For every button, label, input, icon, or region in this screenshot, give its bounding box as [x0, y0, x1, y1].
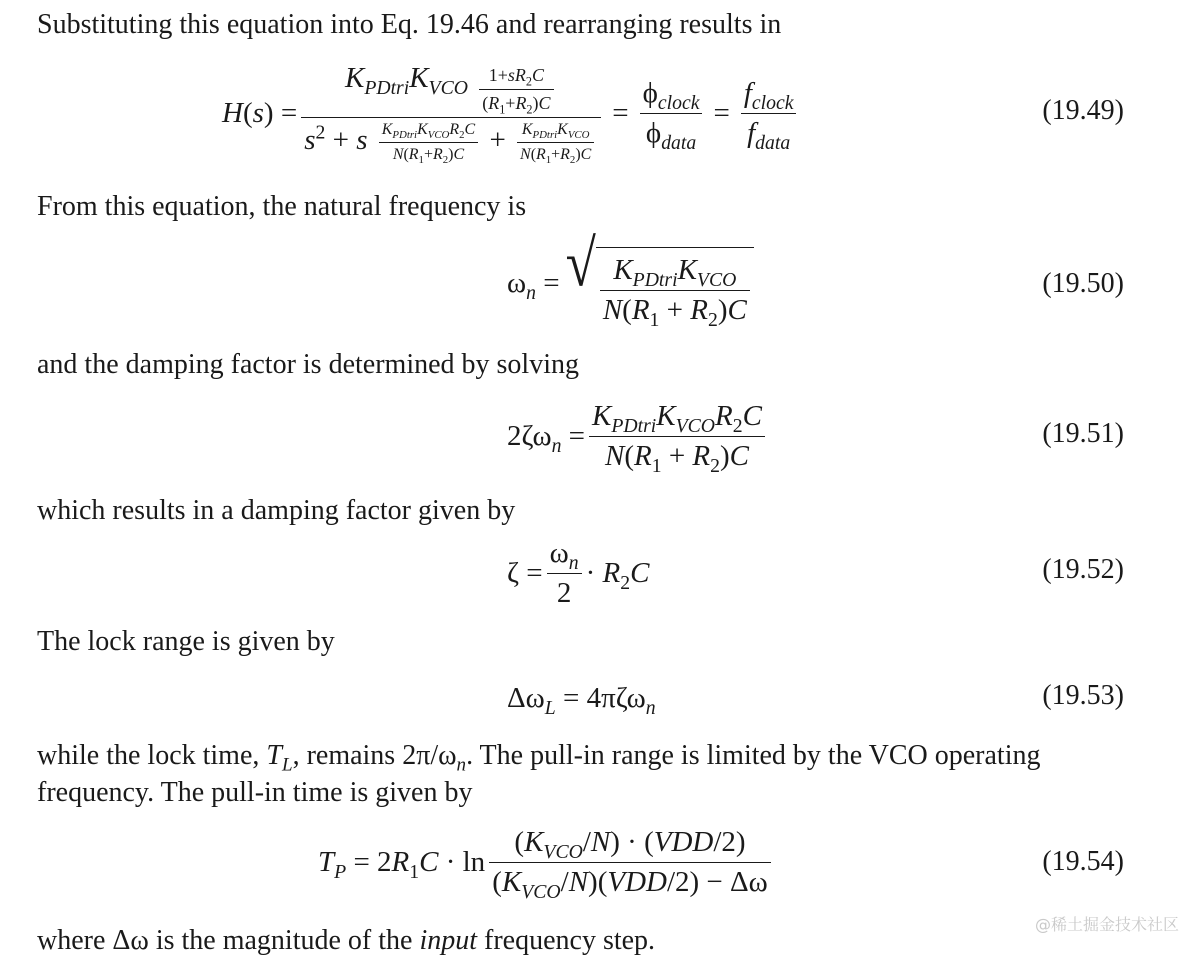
equation-number-19-54: (19.54): [1042, 846, 1124, 877]
lock-time-text-a: while the lock time,: [37, 740, 267, 771]
step-text-b: frequency step.: [477, 925, 656, 956]
paragraph-lock-range: The lock range is given by: [37, 626, 335, 657]
paragraph-pull-in: frequency. The pull-in time is given by: [37, 777, 473, 808]
equation-lock-range: $\Delta\omega_L = 4\pi\zeta\omega_n$: [507, 681, 656, 719]
equation-damping-product: $2\zeta\omega_n$ = $\frac{K_{PDtri}K_{VCO}R_2C}{N(R_1 + R_2)C}$: [507, 398, 769, 474]
paragraph-natural-frequency: From this equation, the natural frequency is: [37, 191, 527, 222]
paragraph-lock-time: while the lock time, $T_L$, remains $2\pi/\omega_n$. The pull-in range is limited by the VCO operating: [37, 740, 1041, 776]
step-text-a: where Δω is the magnitude of the: [37, 925, 420, 956]
equation-number-19-49: (19.49): [1042, 95, 1124, 126]
lock-time-text-c: . The pull-in range is limited by the VCO operating: [466, 740, 1041, 771]
paragraph-frequency-step: [37, 923, 655, 959]
equation-natural-frequency: $\omega_n$ = √ $\frac{K_{PDtri}K_{VCO}}{N(R_1 + R_2)C}$: [507, 238, 754, 328]
paragraph-damping-result: which results in a damping factor given by: [37, 495, 516, 526]
equation-number-19-50: (19.50): [1042, 268, 1124, 299]
paragraph-intro: Substituting this equation into Eq. 19.46 and rearranging results in: [37, 9, 782, 40]
equation-transfer-function: H(s) = $K_{PDtri}K_{VCO}$ $\frac{1+sR_2C}{(R_1+R_2)C}$ $s^2 + s$ $\frac{K_{PDtri}K_{VCO}R_2C}{N(R_1+R_2)C}$ + $\frac{K_{PDtri}K_{VCO}}{N(R_1+R_2)C}$ = $\frac{\phi_{clock}}{\phi_{data}}$ = $\frac{f_{clock}}{f_{data}}$: [222, 58, 800, 168]
equation-damping-factor: ζ = $\frac{\omega_n}{2}$ · $R_2C$: [507, 536, 650, 609]
equation-number-19-51: (19.51): [1042, 418, 1124, 449]
equation-pull-in-time: $T_P = 2R_1C \cdot \ln$ $\frac{(K_{VCO}/N) \cdot (VDD/2)}{(K_{VCO}/N)(VDD/2) - \Delta\omega}$: [318, 822, 775, 902]
equation-number-19-53: (19.53): [1042, 680, 1124, 711]
lock-time-text-b: , remains 2π/ω: [292, 740, 457, 771]
equation-number-19-52: (19.52): [1042, 554, 1124, 585]
watermark: @稀土掘金技术社区: [1034, 915, 1179, 934]
paragraph-damping-solve: and the damping factor is determined by solving: [37, 349, 579, 380]
step-text-italic: input: [419, 925, 478, 956]
